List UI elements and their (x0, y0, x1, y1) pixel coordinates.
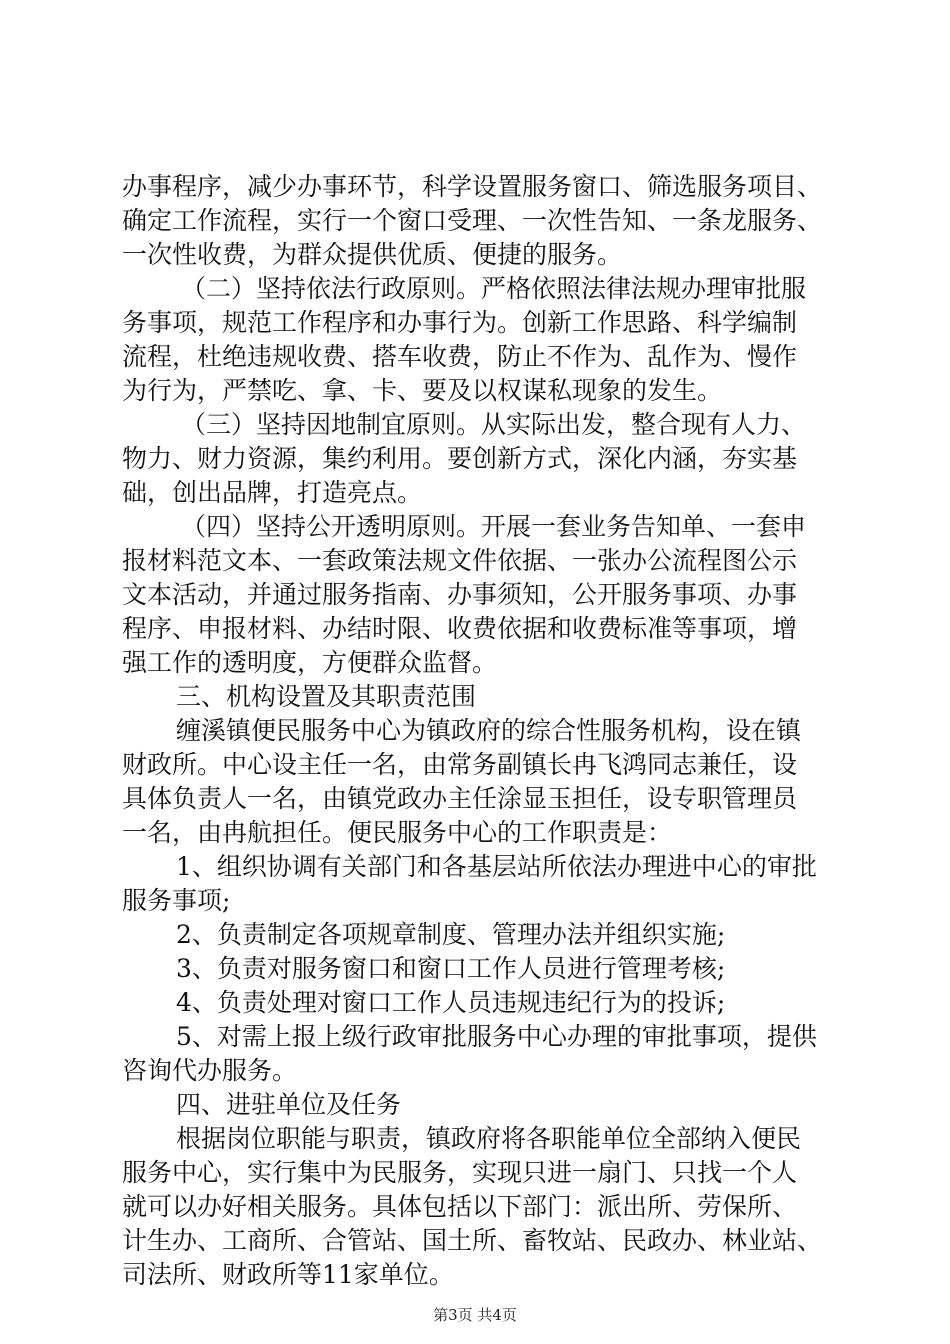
text-line: 财政所。中心设主任一名，由常务副镇长冉飞鸿同志兼任，设 (122, 750, 798, 779)
text-line: 确定工作流程，实行一个窗口受理、一次性告知、一条龙服务、 (122, 206, 823, 235)
text-line: 报材料范文本、一套政策法规文件依据、一张办公流程图公示 (122, 546, 798, 575)
section-heading: 三、机构设置及其职责范围 (176, 682, 477, 711)
text-line: 强工作的透明度，方便群众监督。 (122, 648, 498, 677)
text-line: 一次性收费，为群众提供优质、便捷的服务。 (122, 240, 623, 269)
text-line: 务事项，规范工作程序和办事行为。创新工作思路、科学编制 (122, 308, 798, 337)
section-heading: 四、进驻单位及任务 (176, 1090, 402, 1119)
list-item: 4、负责处理对窗口工作人员违规违纪行为的投诉; (176, 988, 726, 1017)
text-line: 础，创出品牌，打造亮点。 (122, 478, 423, 507)
text-line: 为行为，严禁吃、拿、卡、要及以权谋私现象的发生。 (122, 376, 723, 405)
text-line: 一名，由冉航担任。便民服务中心的工作职责是： (122, 818, 673, 847)
text-line: 服务事项; (122, 886, 231, 915)
text-line: 流程，杜绝违规收费、搭车收费，防止不作为、乱作为、慢作 (122, 342, 798, 371)
text-line: 物力、财力资源，集约利用。要创新方式，深化内涵，夯实基 (122, 444, 798, 473)
text-line: （四）坚持公开透明原则。开展一套业务告知单、一套申 (181, 512, 807, 541)
page-footer: 第3页 共4页 (433, 1306, 517, 1324)
list-item: 1、组织协调有关部门和各基层站所依法办理进中心的审批 (176, 852, 817, 881)
text-line: 就可以办好相关服务。具体包括以下部门：派出所、劳保所、 (122, 1192, 798, 1221)
text-line: 具体负责人一名，由镇党政办主任涂显玉担任，设专职管理员 (122, 784, 798, 813)
text-line: （三）坚持因地制宜原则。从实际出发，整合现有人力、 (181, 410, 807, 439)
text-line: 根据岗位职能与职责，镇政府将各职能单位全部纳入便民 (176, 1124, 802, 1153)
text-line: 程序、申报材料、办结时限、收费依据和收费标准等事项，增 (122, 614, 798, 643)
text-line: 文本活动，并通过服务指南、办事须知，公开服务事项、办事 (122, 580, 798, 609)
text-line: 司法所、财政所等11家单位。 (122, 1260, 454, 1289)
list-item: 3、负责对服务窗口和窗口工作人员进行管理考核; (176, 954, 726, 983)
text-line: 办事程序，减少办事环节，科学设置服务窗口、筛选服务项目、 (122, 172, 823, 201)
text-line: 计生办、工商所、合管站、国土所、畜牧站、民政办、林业站、 (122, 1226, 823, 1255)
text-line: 咨询代办服务。 (122, 1056, 298, 1085)
list-item: 5、对需上报上级行政审批服务中心办理的审批事项，提供 (176, 1022, 817, 1051)
text-line: 缠溪镇便民服务中心为镇政府的综合性服务机构，设在镇 (176, 716, 802, 745)
list-item: 2、负责制定各项规章制度、管理办法并组织实施; (176, 920, 726, 949)
text-line: （二）坚持依法行政原则。严格依照法律法规办理审批服 (181, 274, 807, 303)
text-line: 服务中心，实行集中为民服务，实现只进一扇门、只找一个人 (122, 1158, 798, 1187)
